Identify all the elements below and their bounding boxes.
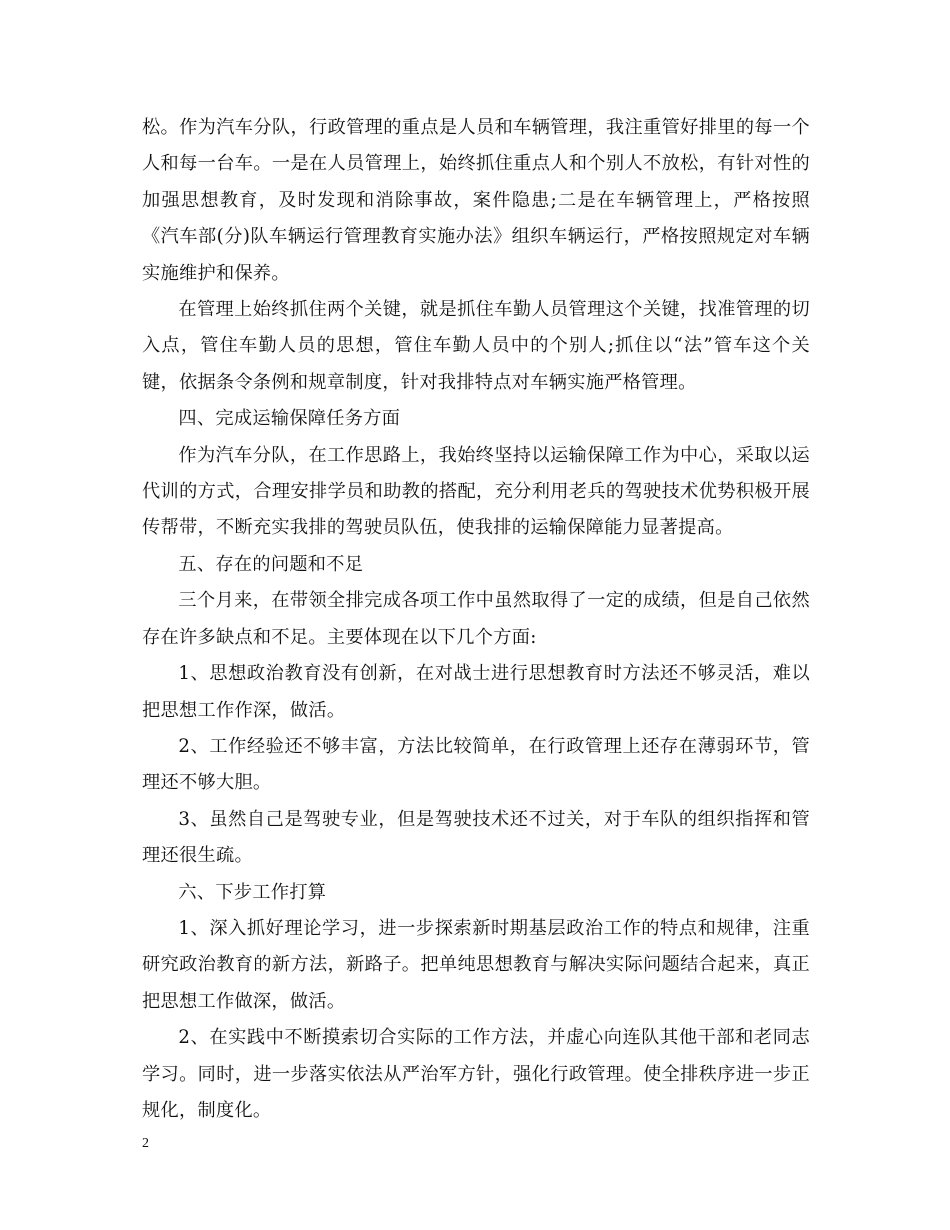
list-item-plan-1: 1、深入抓好理论学习，进一步探索新时期基层政治工作的特点和规律，注重研究政治教育的新方法，新路子。把单纯思想教育与解决实际问题结合起来，真正把思想工作做深，做活。 [142, 917, 810, 1012]
page-number: 2 [142, 1136, 149, 1151]
paragraph-2: 在管理上始终抓住两个关键，就是抓住车勤人员管理这个关键，找准管理的切入点，管住车勤人员的思想，管住车勤人员中的个别人;抓住以“法”管车这个关键，依据条令条例和规章制度，针对我排特点对车辆实施严格管理。 [142, 299, 810, 393]
list-item-problem-3: 3、虽然自己是驾驶专业，但是驾驶技术还不过关，对于车队的组织指挥和管理还很生疏。 [142, 808, 810, 867]
paragraph-1: 松。作为汽车分队，行政管理的重点是人员和车辆管理，我注重管好排里的每一个人和每一台车。一是在人员管理上，始终抓住重点人和个别人不放松，有针对性的加强思想教育，及时发现和消除事故，案件隐患;二是在车辆管理上，严格按照《汽车部(分)队车辆运行管理教育实施办法》组织车辆运行，严格按照规定对车辆实施维护和保养。 [142, 117, 810, 284]
document-body [142, 110, 810, 1129]
list-item-problem-2: 2、工作经验还不够丰富，方法比较简单，在行政管理上还存在薄弱环节，管理还不够大胆。 [142, 735, 810, 794]
paragraph-4: 三个月来，在带领全排完成各项工作中虽然取得了一定的成绩，但是自己依然存在许多缺点和不足。主要体现在以下几个方面: [142, 590, 810, 648]
section-heading-5: 五、存在的问题和不足 [178, 553, 364, 575]
list-item-plan-2: 2、在实践中不断摸索切合实际的工作方法，并虚心向连队其他干部和老同志学习。同时，进一步落实依法从严治军方针，强化行政管理。使全排秩序进一步正规化，制度化。 [142, 1027, 810, 1121]
section-heading-4: 四、完成运输保障任务方面 [178, 408, 401, 430]
paragraph-3: 作为汽车分队，在工作思路上，我始终坚持以运输保障工作为中心，采取以运代训的方式，合理安排学员和助教的搭配，充分利用老兵的驾驶技术优势积极开展传帮带，不断充实我排的驾驶员队伍，使我排的运输保障能力显著提高。 [142, 444, 810, 539]
list-item-problem-1: 1、思想政治教育没有创新，在对战士进行思想教育时方法还不够灵活，难以把思想工作作深，做活。 [142, 663, 810, 721]
section-heading-6: 六、下步工作打算 [178, 881, 327, 903]
